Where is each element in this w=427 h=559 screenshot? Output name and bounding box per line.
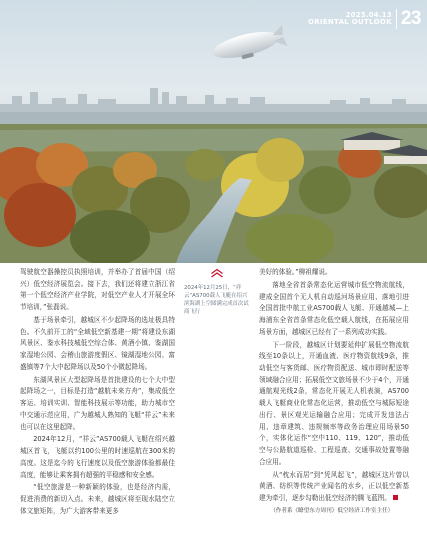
page-number: 23 xyxy=(400,8,421,29)
author-note: （作者系《瞭望东方周刊》低空经济工作室主任） xyxy=(270,507,394,514)
paragraph: 美好的体验。”柳祖耀说。 xyxy=(259,268,332,276)
landscape-illustration xyxy=(0,0,427,263)
paragraph: 下一阶段，越城区计划要延伸扩展低空物流航线至10条以上，开通血液、医疗物资航线9条，推动低空与客货邮、医疗物资配送、城市即时配送等领域融合应用；拓展低空文旅场景不少于4个，开通通航观光线2条，常态化开展无人机表演，AS700载人飞艇商业化常态化运营，推动低空与城际短途出行、景区观光运输融合应用；完成开发违法占用、违章建筑、违规频率等政务治理应用场景50个，实体化运作“空中110、119、120”，推动低空与公路航道巡检、工程巡查、交通事故处置等融合应用。 xyxy=(259,340,409,466)
caption-text: 2024年12月25日，“祥云”AS700载人飞艇在绍兴滨海湖上空圆满完成首次试商飞行 xyxy=(184,285,249,315)
magazine-name: ORIENTAL OUTLOOK xyxy=(307,18,392,26)
issue-date: 2025.04.13 xyxy=(345,10,392,19)
paragraph: 从“枕水而居”到“凭风起飞”，越城区这片曾以黄酒、纺织等传统产业闻名的水乡，正以低空新基建为牵引，逐步勾勒出低空经济的腾飞蓝图。 xyxy=(259,470,409,502)
header-meta xyxy=(308,12,392,27)
paragraph: 驾驶航空器操控员执照培训，并举办了首届中国（绍兴）低空经济展览会。接下去，我们还将建立浙江省第一个低空经济产业学院，对低空产业人才开展全环节培训，”张磊说。 xyxy=(20,268,175,312)
paragraph: 2024年12月，“祥云”AS700载人飞艇在绍兴越城区首飞，飞艇以约100公里的时速巡航在300米的高度。这是迄今的飞行速度以及低空旅游体验都最佳高度，能够让乘客拥有超强的平稳感和安全感。 xyxy=(20,435,175,479)
paragraph: 落地全省首条常态化运营城市低空物流航线，建成全国首个无人机自动巡河场景应用、落地引进全国首批中航工业AS700载人飞艇、开通越城—上海浦东全省首条常态化低空载人航线，在拓展应用场景方面，越城区已经有了一系列成功实践。 xyxy=(259,280,409,336)
paragraph: 东湖风景区大型起降场是首批建设的七个大中型起降场之一，目标是打造“越航未来方舟”，集成低空客运、培训实训、智能科技展示等功能，助力城市空中交通示范应用，广为越城人熟知的飞艇“祥云”未来也可以在这里起降。 xyxy=(20,375,175,431)
paragraph: 基于场景牵引，越城区不少起降场的选址极具特色。不久前开工的“全域低空新基建一期”将建设东湖风景区、鉴水科技城低空综合体、黄酒小镇、鉴湖国家湿地公园、会稽山旅游度假区、镜湖湿地公园、富盛镇等7个大中起降场以及50个小微起降场。 xyxy=(20,316,175,371)
article-left-column xyxy=(20,267,175,519)
header-divider xyxy=(396,9,397,29)
paragraph: “低空旅游是一种新颖的体验，也是经济内需，促进消费的新切入点。未来，越城区将至现水陆空立体文旅矩阵，为广大游客带来更多 xyxy=(20,483,175,515)
photo-caption xyxy=(184,268,250,316)
article-right-column xyxy=(259,267,409,517)
page-header xyxy=(308,8,421,30)
hero-photo xyxy=(0,0,427,263)
end-of-article-mark xyxy=(393,495,398,500)
chevron-up-icon xyxy=(210,268,224,278)
